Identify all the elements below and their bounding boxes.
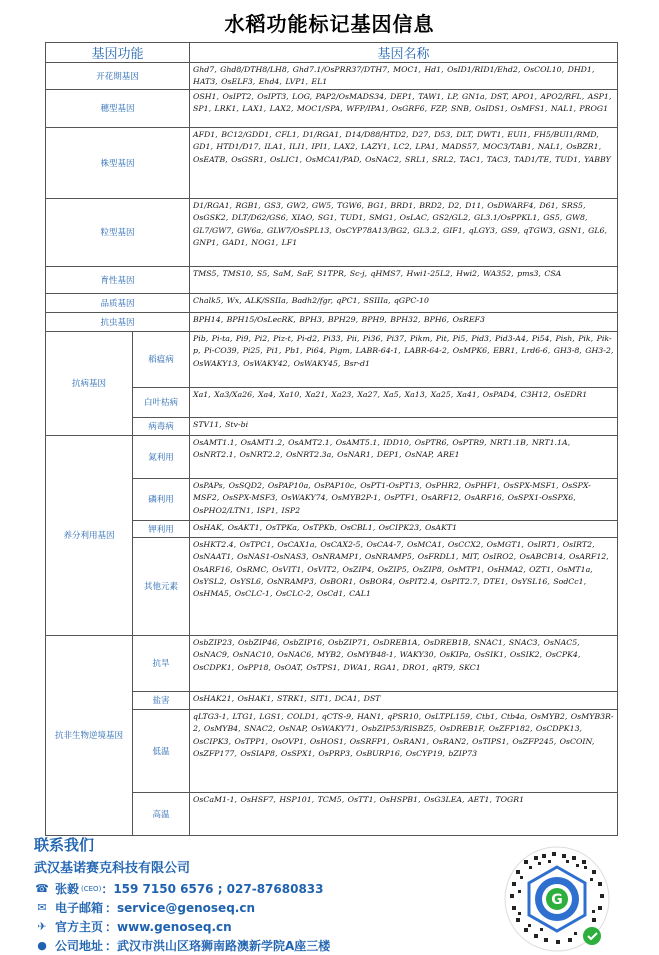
category-main: 品质基因 <box>46 293 190 312</box>
company-name: 武汉基诺赛克科技有限公司 <box>34 861 191 876</box>
category-sub: 抗旱 <box>133 635 190 691</box>
email-label: 电子邮箱 <box>55 901 104 915</box>
email-line <box>34 898 454 917</box>
contact-heading: 联系我们 <box>34 836 95 854</box>
category-main: 穗型基因 <box>46 89 190 127</box>
category-sub: 其他元素 <box>133 537 190 635</box>
gene-list: BPH14, BPH15/OsLecRK, BPH3, BPH29, BPH9, BPH32, BPH6, OsREF3 <box>190 312 618 331</box>
svg-text:G: G <box>551 892 563 908</box>
table-row <box>46 198 618 266</box>
table-header-row <box>46 43 618 63</box>
table-row <box>46 635 618 691</box>
category-sub: 稻瘟病 <box>133 331 190 387</box>
category-sub: 病毒病 <box>133 417 190 435</box>
gene-list: OsHAK21, OsHAK1, STRK1, SIT1, DCA1, DST <box>190 691 618 709</box>
gene-table <box>45 42 618 836</box>
mail-icon: ✉ <box>37 901 47 914</box>
location-icon: ● <box>37 939 47 952</box>
table-row <box>46 63 618 90</box>
category-sub: 磷利用 <box>133 478 190 520</box>
gene-list: qLTG3-1, LTG1, LGS1, COLD1, qCTS-9, HAN1, qPSR10, OsLTPL159, Ctb1, Ctb4a, OsMYB2, OsMYB3R-2, OsMYB4, SNAC2, OsNAP, OsWAKY71, OsbZIP53/RISBZ5, OsDREB1F, OsZFP182, OsCDPK13, OsCIPK3, OsTPP1, OsOVP1, OsHOS1, OsSRFP1, OsRAN1, OsRAN2, OsTIPS1, OsZFP245, OsCOIN, OsZFP177, OsSIAP8, OsSPX1, OsPRP3, OsBURP16, OsCYP19, bZIP73 <box>190 709 618 792</box>
gene-list: TMS5, TMS10, S5, SaM, SaF, S1TPR, Sc-j, qHMS7, Hwi1-25L2, Hwi2, WA352, pms3, CSA <box>190 266 618 293</box>
table-row <box>46 331 618 387</box>
genoseq-logo <box>529 867 585 931</box>
contact-section <box>34 834 454 955</box>
category-main: 养分利用基因 <box>46 435 133 635</box>
header-function: 基因功能 <box>46 43 190 63</box>
phone-label: 张毅 <box>55 882 80 896</box>
gene-list: OsAMT1.1, OsAMT1.2, OsAMT2.1, OsAMT5.1, IDD10, OsPTR6, OsPTR9, NRT1.1B, NRT1.1A, OsNRT2.1, OsNRT2.2, OsNRT2.3a, OsNAR1, DEP1, OsNAP, ARE1 <box>190 435 618 478</box>
table-row <box>46 89 618 127</box>
table-row <box>46 266 618 293</box>
website-label: 官方主页 <box>55 920 104 934</box>
phone-role: (CEO) <box>81 884 102 893</box>
wechat-icon <box>583 927 601 945</box>
table-row <box>46 127 618 198</box>
gene-list: AFD1, BC12/GDD1, CFL1, D1/RGA1, D14/D88/HTD2, D27, D53, DLT, DWT1, EUI1, FH5/BUI1/RMD, GD1, HTD1/D17, ILA1, ILI1, IPI1, LAX2, LAZY1, LC2, LPA1, MADS57, MOC3/TAB1, NAL1, OsBZR1, OsEATB, OsGSR1, OsLIC1, OsMCA1/PAD, OsNAC2, SRL1, SRL2, TAC1, TAC3, TAD1/TE, TUD1, YABBY <box>190 127 618 198</box>
gene-list: OsHKT2.4, OsTPC1, OsCAX1a, OsCAX2-5, OsCA4-7, OsMCA1, OsCCX2, OsMGT1, OsIRT1, OsIRT2, OsNAAT1, OsNAS1-OsNAS3, OsNRAMP1, OsNRAMP5, OsFRDL1, MIT, OsIRO2, OsABCB14, OsARF12, OsARF16, OsRMC, OsVIT1, OsVIT2, OsZIP4, OsZIP5, OsZIP8, OsMTP1, OsHMA2, OZT1, OsMT1a, OsYSL2, OsYSL6, OsNRAMP3, OsBOR1, OsBOR4, OsPIT2.4, OsPIT2.7, DTE1, OsYSL16, SodCc1, OsHMA5, OsCLC-1, OsCLC-2, OsCd1, CAL1 <box>190 537 618 635</box>
category-main: 抗虫基因 <box>46 312 190 331</box>
gene-list: OsCaM1-1, OsHSF7, HSP101, TCM5, OsTT1, OsHSPB1, OsG3LEA, AET1, TOGR1 <box>190 792 618 835</box>
qr-code[interactable] <box>504 846 610 952</box>
website-line <box>34 917 454 936</box>
gene-table-body <box>46 63 618 836</box>
table-row <box>46 312 618 331</box>
header-gene-name: 基因名称 <box>190 43 618 63</box>
phone-icon: ☎ <box>35 882 49 895</box>
gene-list: STV11, Stv-bi <box>190 417 618 435</box>
address-line <box>34 936 454 955</box>
category-main: 抗非生物逆境基因 <box>46 635 133 835</box>
gene-list: OsPAPs, OsSQD2, OsPAP10a, OsPAP10c, OsPT1-OsPT13, OsPHR2, OsPHF1, OsSPX-MSF1, OsSPX-MSF2, OsSPX-MSF3, OsWAKY74, OsMYB2P-1, OsPTF1, OsARF12, OsARF16, OsSPX1-OsSPX6, OsPHO2/LTN1, ISP1, ISP2 <box>190 478 618 520</box>
category-main: 育性基因 <box>46 266 190 293</box>
phone-line <box>34 879 454 898</box>
category-sub: 钾利用 <box>133 520 190 537</box>
category-main: 抗病基因 <box>46 331 133 435</box>
category-main: 开花期基因 <box>46 63 190 90</box>
gene-list: D1/RGA1, RGB1, GS3, GW2, GW5, TGW6, BG1, BRD1, BRD2, D2, D11, OsDWARF4, D61, SRS5, OsGSK2, DLT/D62/GS6, XIAO, SG1, TUD1, SMG1, OsLAC, GS2/GL2, GL3.1/OsPPKL1, GS5, GW8, GL7/GW7, GW6a, GLW7/OsSPL13, OsCYP78A13/BG2, GL3.2, GIF1, qLGY3, GS9, qTGW3, GSN1, GL6, GNP1, GAD1, NOG1, LF1 <box>190 198 618 266</box>
page-title: 水稻功能标记基因信息 <box>224 12 435 36</box>
gene-list: OSH1, OsIPT2, OsIPT3, LOG, PAP2/OsMADS34, DEP1, TAW1, LP, GN1a, DST, APO1, APO2/RFL, ASP1, SP1, LRK1, LAX1, LAX2, MOC1/SPA, WFP/IPA1, OsGRF6, FZP, SNB, OsIDS1, OsMFS1, NAL1, PROG1 <box>190 89 618 127</box>
gene-list: Xa1, Xa3/Xa26, Xa4, Xa10, Xa21, Xa23, Xa27, Xa5, Xa13, Xa25, Xa41, OsPAD4, C3H12, OsEDR1 <box>190 387 618 417</box>
email-value[interactable]: ：service@genoseq.cn <box>105 901 256 915</box>
table-row <box>46 293 618 312</box>
gene-list: Ghd7, Ghd8/DTH8/LH8, Ghd7.1/OsPRR37/DTH7, MOC1, Hd1, OsID1/RID1/Ehd2, OsCOL10, DHD1, HAT3, OsELF3, Ehd4, LVP1, EL1 <box>190 63 618 90</box>
gene-list: Pib, Pi-ta, Pi9, Pi2, Piz-t, Pi-d2, Pi33, Pii, Pi36, Pi37, Pikm, Pit, Pi5, Pid3, Pid3-A4, Pi54, Pish, Pik, Pik-p, Pi-CO39, Pi25, Pi1, Pb1, Pi64, Pigm, LABR-64-1, LABR-64-2, OsMPK6, EBR1, Lrd6-6, GH3-8, GH3-2, OsWAKY13, OsWAKY42, OsWAKY45, Bsr-d1 <box>190 331 618 387</box>
category-sub: 高温 <box>133 792 190 835</box>
address-value: ：武汉市洪山区珞狮南路澳新学院A座三楼 <box>105 939 331 953</box>
address-label: 公司地址 <box>55 939 104 953</box>
category-sub: 氮利用 <box>133 435 190 478</box>
table-row <box>46 435 618 478</box>
category-main: 株型基因 <box>46 127 190 198</box>
pin-icon: ✈ <box>37 920 47 933</box>
website-value[interactable]: ：www.genoseq.cn <box>105 920 232 934</box>
category-main: 粒型基因 <box>46 198 190 266</box>
gene-list: Chalk5, Wx, ALK/SSIIa, Badh2/fgr, qPC1, SSIIIa, qGPC-10 <box>190 293 618 312</box>
category-sub: 白叶枯病 <box>133 387 190 417</box>
phone-value[interactable]: ：159 7150 6576 ; 027-87680833 <box>101 882 324 896</box>
gene-list: OsbZIP23, OsbZIP46, OsbZIP16, OsbZIP71, OsDREB1A, OsDREB1B, SNAC1, SNAC3, OsNAC5, OsNAC9, OsNAC10, OsNAC6, MYB2, OsMYB48-1, WAKY30, OsKIPa, OsSIK1, OsSIK2, OsCPK4, OsCDPK1, OsPP18, OsOAT, OsTPS1, DWA1, RGA1, DRO1, qRT9, SKC1 <box>190 635 618 691</box>
gene-list: OsHAK, OsAKT1, OsTPKa, OsTPKb, OsCBL1, OsCIPK23, OsAKT1 <box>190 520 618 537</box>
category-sub: 盐害 <box>133 691 190 709</box>
category-sub: 低温 <box>133 709 190 792</box>
